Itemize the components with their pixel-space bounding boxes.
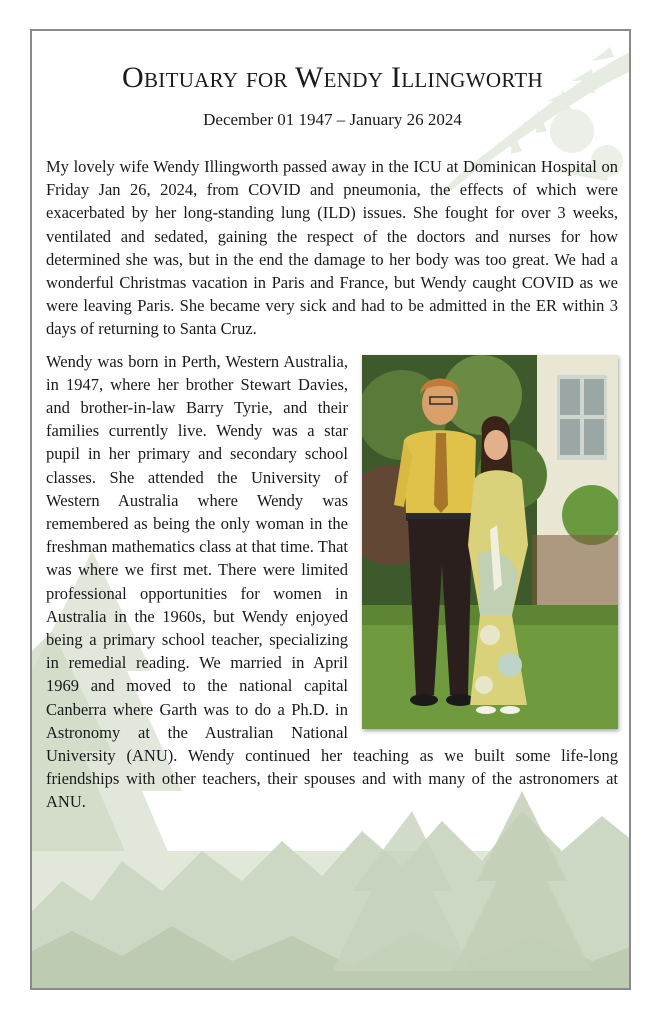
paragraph-2-text: Wendy was born in Perth, Western Australia, in 1947, where her brother Stewart Davies, and brother-in-law Barry Tyrie, and their families currently live. Wendy was a star pupil in her primary and secondary school classes. She attended the University of Western Australia where Wendy was remembered as being the only woman in the freshman mathematics class at that time. That was where we first met. There were limited professional opportunities for women in Australia in the 1960s, but Wendy enjoyed being a primary school teacher, specializing in remedial reading. We married in April 1969 and moved to the national capital Canberra where Garth was to do a Ph.D. in Astronomy at the Australian National University (ANU). Wendy continued her teaching as we built some life-long friendships with other teachers, their spouses and with many of the astronomers at ANU.	[46, 351, 618, 812]
obituary-card	[30, 29, 631, 990]
wedding-couple-photo	[362, 355, 618, 729]
obituary-body	[46, 155, 618, 814]
paragraph-1-text: My lovely wife Wendy Illingworth passed away in the ICU at Dominican Hospital on Friday Jan 26, 2024, from COVID and pneumonia, the effects of which were exacerbated by her long-standing lung (ILD) issues. She fought for over 3 weeks, ventilated and sedated, gaining the respect of the doctors and nurses for how determined she was, but in the end the damage to her body was too great. We had a wonderful Christmas vacation in Paris and France, but Wendy caught COVID as we were leaving Paris. She became very sick and had to be admitted in the ER within 3 days of returning to Santa Cruz.	[46, 157, 618, 339]
paragraph-1	[46, 155, 618, 341]
obituary-content	[32, 31, 631, 990]
life-dates: December 01 1947 – January 26 2024	[203, 110, 462, 129]
paragraph-2	[46, 350, 618, 814]
obituary-title: Obituary for Wendy Illingworth	[122, 61, 543, 94]
